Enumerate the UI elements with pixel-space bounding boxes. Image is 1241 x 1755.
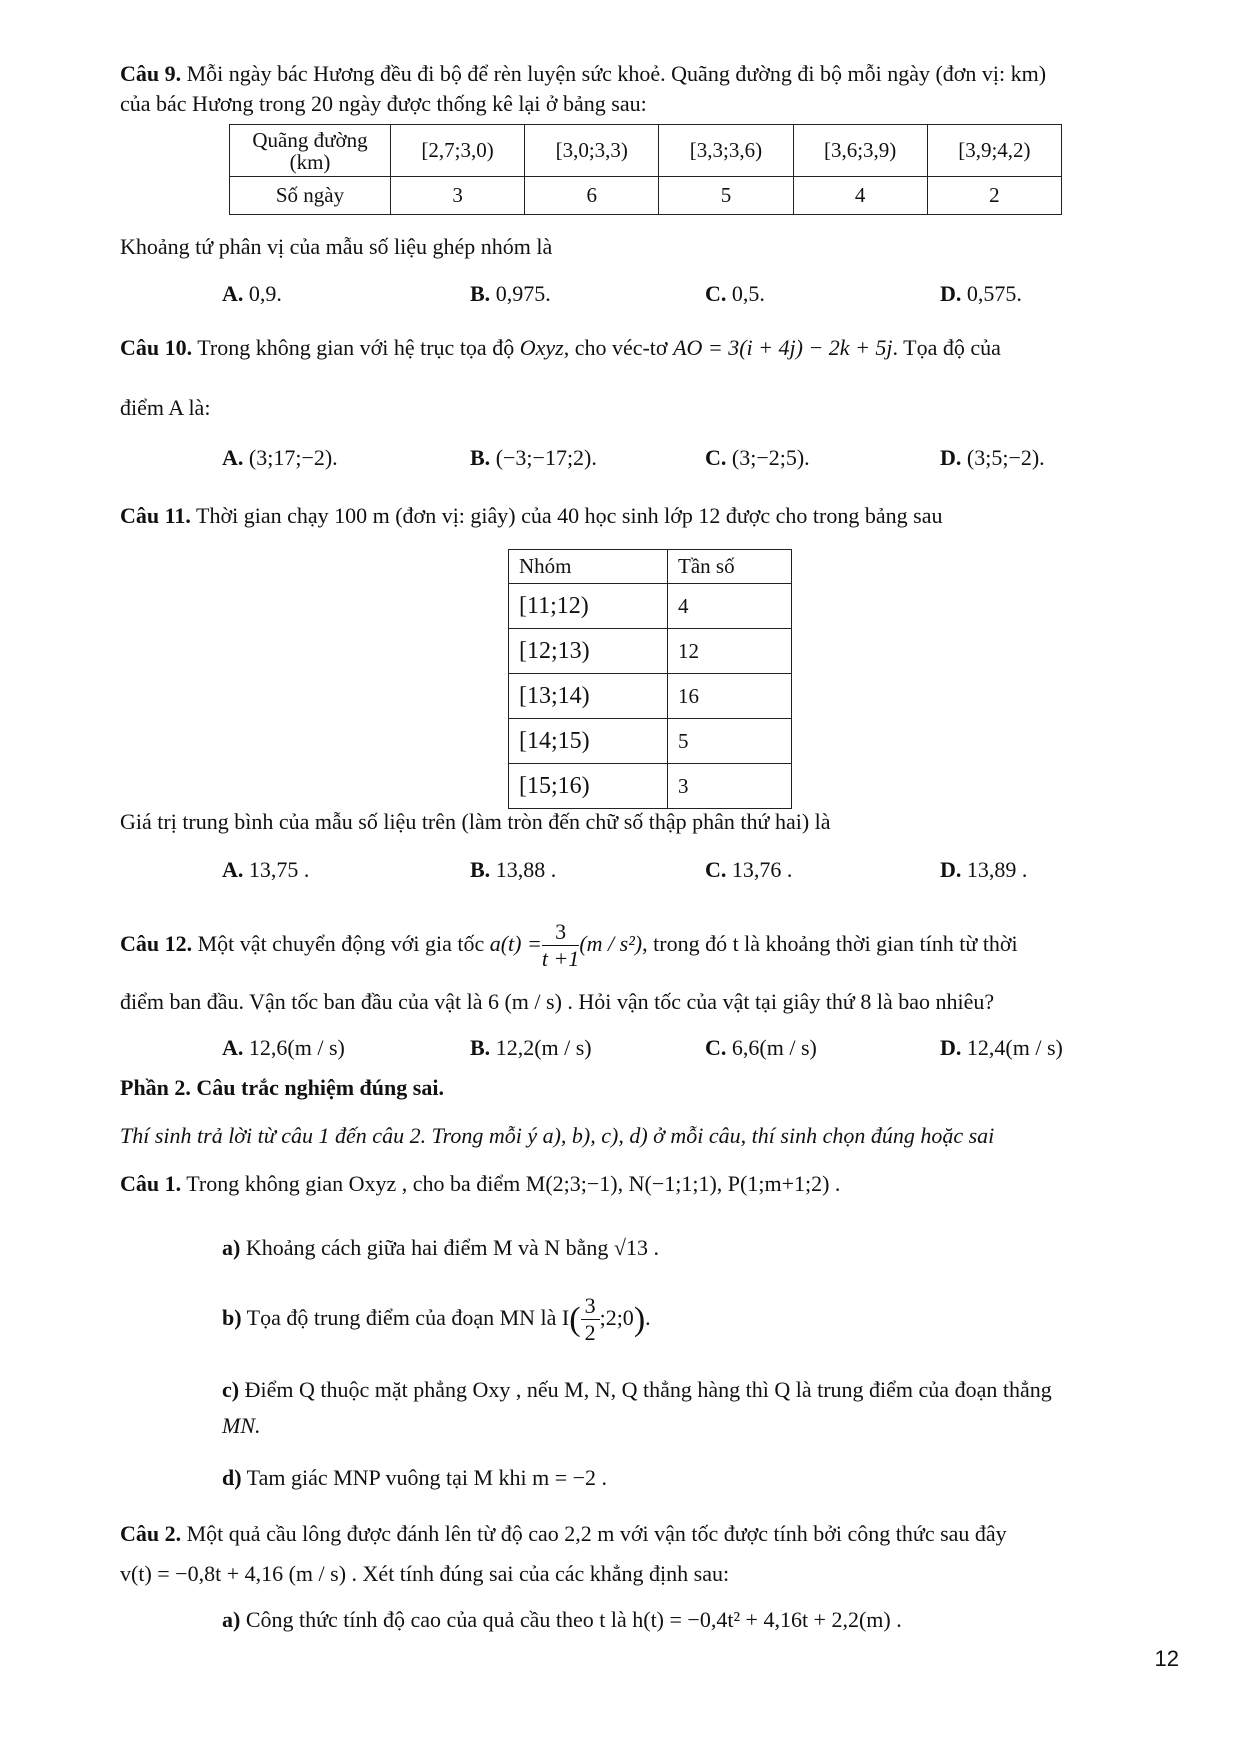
q9-count: 2 — [927, 177, 1061, 215]
p2q2-item-a: a) Công thức tính độ cao của quả cầu theo t là h(t) = −0,4t² + 4,16t + 2,2(m) . — [222, 1607, 902, 1632]
q12-option-d: D. 12,4(m / s) — [940, 1035, 1063, 1060]
q12-option-b: B. 12,2(m / s) — [470, 1035, 592, 1060]
page-number: 12 — [1154, 1646, 1179, 1671]
q9-line2: của bác Hương trong 20 ngày được thống kê lại ở bảng sau: — [120, 91, 647, 116]
q11-group: [11;12) — [509, 584, 668, 629]
p2q2-label: Câu 2. — [120, 1521, 182, 1546]
q9-option-d: D. 0,575. — [940, 281, 1022, 306]
q9-group: [3,3;3,6) — [659, 125, 793, 177]
p2q1-item-c: c) Điểm Q thuộc mặt phẳng Oxy , nếu M, N, Q thẳng hàng thì Q là trung điểm của đoạn thẳng — [222, 1377, 1052, 1402]
q10-option-d: D. (3;5;−2). — [940, 445, 1045, 470]
q10-option-c: C. (3;−2;5). — [705, 445, 810, 470]
q9-prompt: Khoảng tứ phân vị của mẫu số liệu ghép nhóm là — [120, 234, 553, 259]
q12-option-c: C. 6,6(m / s) — [705, 1035, 817, 1060]
q10-line1: Câu 10. Trong không gian với hệ trục tọa độ Oxyz, cho véc-tơ AO = 3(i + 4j) − 2k + 5j. Tọa độ của — [120, 335, 1001, 360]
q10-label: Câu 10. — [120, 335, 193, 360]
p2q1-line1: Câu 1. Trong không gian Oxyz , cho ba điểm M(2;3;−1), N(−1;1;1), P(1;m+1;2) . — [120, 1171, 841, 1196]
q9-option-b: B. 0,975. — [470, 281, 551, 306]
q11-group: [14;15) — [509, 719, 668, 764]
p2q2-line1: Câu 2. Một quả cầu lông được đánh lên từ độ cao 2,2 m với vận tốc được tính bởi công thức sau đây — [120, 1521, 1007, 1546]
q11-freq: 5 — [668, 719, 792, 764]
q9-count: 6 — [525, 177, 659, 215]
p2q1-label: Câu 1. — [120, 1171, 182, 1196]
q11-option-b: B. 13,88 . — [470, 857, 557, 882]
q11-option-d: D. 13,89 . — [940, 857, 1028, 882]
q9-count: 4 — [793, 177, 927, 215]
part2-title: Phần 2. Câu trắc nghiệm đúng sai. — [120, 1075, 444, 1100]
q9-option-a: A. 0,9. — [222, 281, 282, 306]
p2q1-item-d: d) Tam giác MNP vuông tại M khi m = −2 . — [222, 1465, 608, 1490]
q12-label: Câu 12. — [120, 931, 193, 956]
p2q2-line2: v(t) = −0,8t + 4,16 (m / s) . Xét tính đúng sai của các khẳng định sau: — [120, 1561, 730, 1586]
q9-row-label: Số ngày — [230, 177, 391, 215]
q11-line1: Câu 11. Thời gian chạy 100 m (đơn vị: giây) của 40 học sinh lớp 12 được cho trong bảng sau — [120, 503, 943, 528]
p2q1-item-a: a) Khoảng cách giữa hai điểm M và N bằng √13 . — [222, 1235, 659, 1260]
q12-line2: điểm ban đầu. Vận tốc ban đầu của vật là 6 (m / s) . Hỏi vận tốc của vật tại giây thứ 8 là bao nhiêu? — [120, 989, 995, 1014]
p2q1-item-b: b) Tọa độ trung điểm của đoạn MN là I( $\frac{3}{2}$ ;2;0). — [222, 1293, 651, 1346]
q11-label: Câu 11. — [120, 503, 191, 528]
q9-group: [3,9;4,2) — [927, 125, 1061, 177]
q9-group: [3,0;3,3) — [525, 125, 659, 177]
q9-table-header: Quãng đường (km) — [230, 125, 391, 177]
q12-fraction: $\frac{3}{t +1}$ — [541, 919, 580, 972]
p2q1-b-fraction: $\frac{3}{2}$ — [581, 1293, 600, 1346]
q11-option-a: A. 13,75 . — [222, 857, 310, 882]
q9-label: Câu 9. — [120, 61, 182, 86]
q11-freq: 3 — [668, 764, 792, 809]
p2q1-item-c-cont: MN. — [222, 1413, 261, 1438]
q11-freq: 12 — [668, 629, 792, 674]
q12-option-a: A. 12,6(m / s) — [222, 1035, 345, 1060]
q9-count: 3 — [391, 177, 525, 215]
q9-count: 5 — [659, 177, 793, 215]
q11-header-group: Nhóm — [509, 550, 668, 584]
q9-group: [2,7;3,0) — [391, 125, 525, 177]
q9-group: [3,6;3,9) — [793, 125, 927, 177]
q9-option-c: C. 0,5. — [705, 281, 765, 306]
q12-line1: Câu 12. Một vật chuyển động với gia tốc a(t) = $\frac{3}{t +1}$ (m / s²), trong đó t là khoảng thời gian tính từ thời — [120, 919, 1018, 972]
q11-group: [12;13) — [509, 629, 668, 674]
q10-line2: điểm A là: — [120, 395, 211, 420]
q11-freq: 4 — [668, 584, 792, 629]
q9-table — [229, 124, 1062, 215]
q10-option-b: B. (−3;−17;2). — [470, 445, 597, 470]
q9-line1: Câu 9. Mỗi ngày bác Hương đều đi bộ để rèn luyện sức khoẻ. Quãng đường đi bộ mỗi ngày (đơn vị: km) — [120, 61, 1047, 86]
q11-prompt: Giá trị trung bình của mẫu số liệu trên (làm tròn đến chữ số thập phân thứ hai) là — [120, 809, 831, 834]
q11-group: [13;14) — [509, 674, 668, 719]
q11-group: [15;16) — [509, 764, 668, 809]
q11-table — [508, 549, 792, 809]
q11-option-c: C. 13,76 . — [705, 857, 793, 882]
q10-option-a: A. (3;17;−2). — [222, 445, 338, 470]
part2-instruction: Thí sinh trả lời từ câu 1 đến câu 2. Trong mỗi ý a), b), c), d) ở mỗi câu, thí sinh chọn đúng hoặc sai — [120, 1123, 995, 1148]
q11-header-freq: Tần số — [668, 550, 792, 584]
q10-vector-expression: AO = 3(i + 4j) − 2k + 5j — [673, 335, 893, 360]
q11-freq: 16 — [668, 674, 792, 719]
